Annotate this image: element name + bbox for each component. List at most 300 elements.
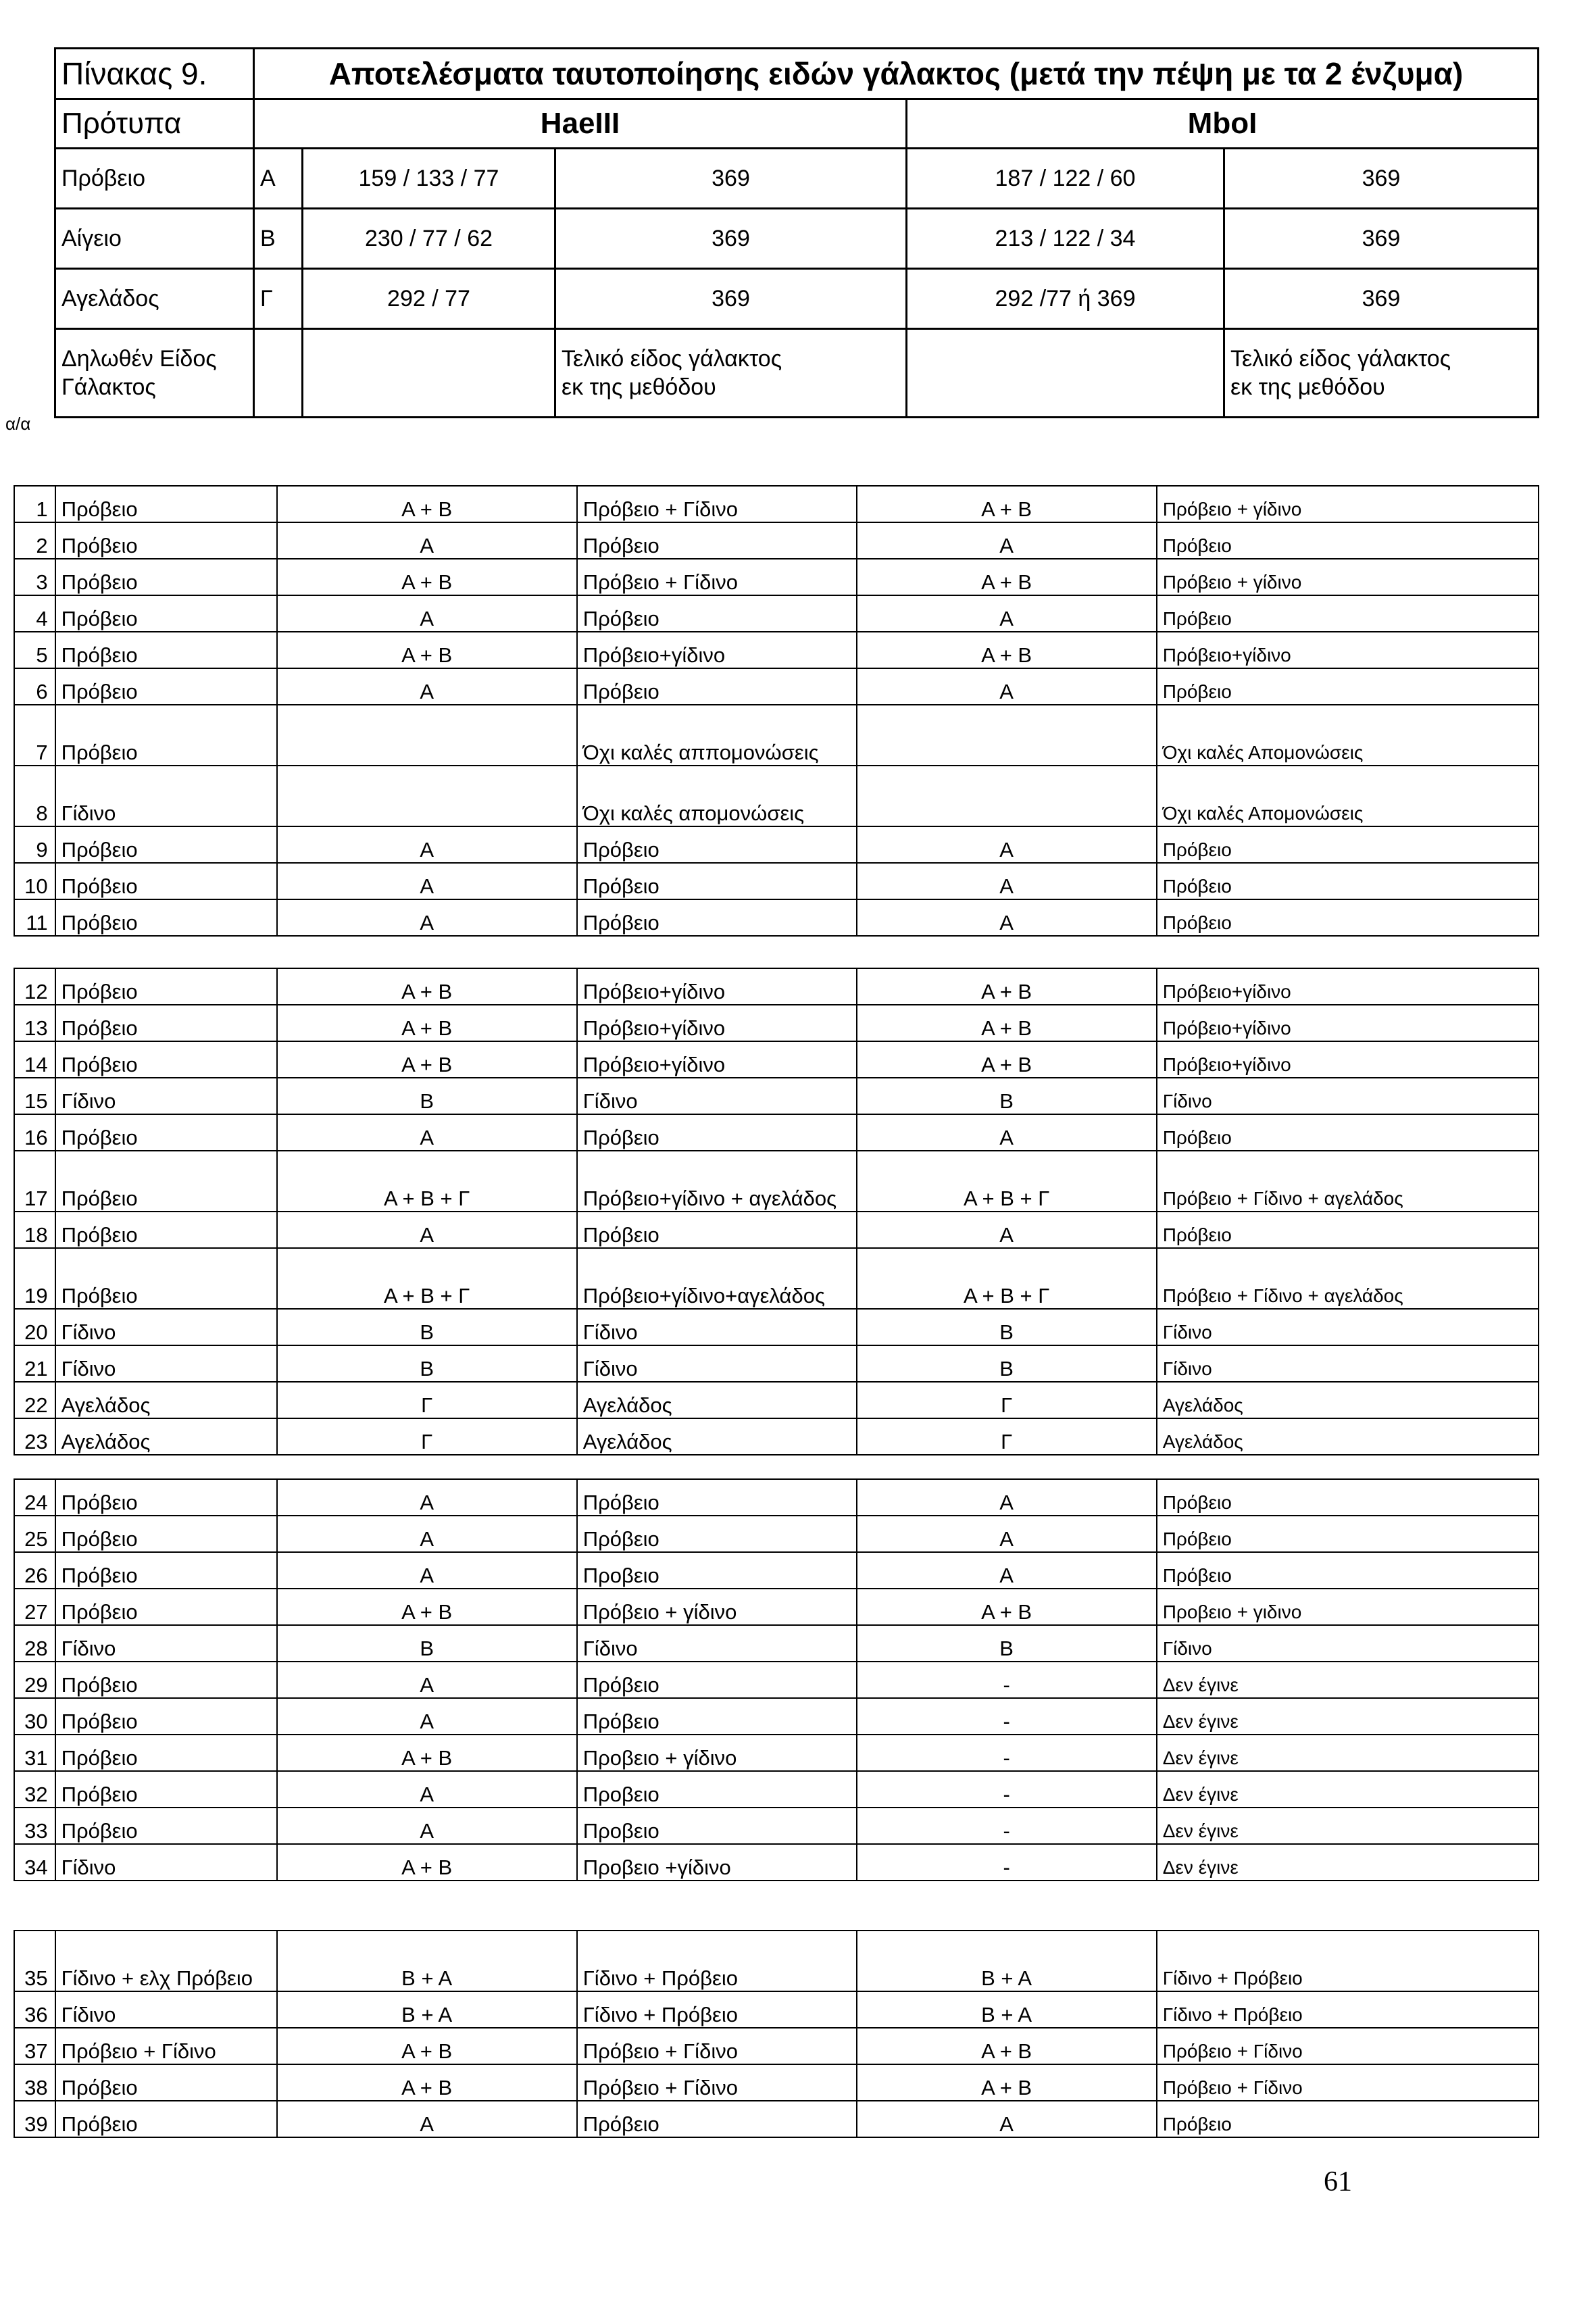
haeiii-pattern: Γ	[277, 1418, 577, 1455]
mboi-pattern: B + A	[857, 1991, 1157, 2028]
haeiii-result: Πρόβειο	[577, 1698, 857, 1735]
haeiii-result: Γίδινο + Πρόβειο	[577, 1931, 857, 1991]
haeiii-pattern: A	[277, 1479, 577, 1516]
header-table	[54, 47, 1539, 418]
samples-group-4	[14, 1930, 1539, 2138]
mboi-result: Δεν έγινε	[1157, 1662, 1539, 1698]
standard-total-mboi: 369	[1224, 269, 1539, 329]
declared-species: Πρόβειο	[55, 1808, 277, 1844]
haeiii-result: Πρόβειο + Γίδινο	[577, 2028, 857, 2064]
declared-species: Πρόβειο	[55, 2064, 277, 2101]
declared-species: Πρόβειο	[55, 1151, 277, 1212]
table-title: Αποτελέσματα ταυτοποίησης ειδών γάλακτος (μετά την πέψη με τα 2 ένζυμα)	[254, 49, 1539, 99]
mboi-pattern: B + A	[857, 1931, 1157, 1991]
serial-number-label: α/α	[5, 414, 31, 434]
haeiii-result: Προβειο + γίδινο	[577, 1735, 857, 1771]
sample-number: 5	[14, 632, 55, 668]
mboi-pattern: A + B	[857, 968, 1157, 1005]
sample-number: 10	[14, 863, 55, 899]
declared-species: Πρόβειο + Γίδινο	[55, 2028, 277, 2064]
sample-number: 15	[14, 1078, 55, 1114]
table-number: Πίνακας 9.	[55, 49, 254, 99]
sample-row	[14, 1931, 1539, 1991]
haeiii-result: Πρόβειο+γίδινο+αγελάδος	[577, 1248, 857, 1309]
haeiii-result: Πρόβειο+γίδινο	[577, 1041, 857, 1078]
final-species-header-haeiii	[555, 329, 907, 418]
final-species-label-1: Τελικό είδος γάλακτος	[562, 346, 782, 372]
mboi-pattern: A	[857, 899, 1157, 936]
sample-number: 17	[14, 1151, 55, 1212]
mboi-result: Πρόβειο	[1157, 863, 1539, 899]
empty-cell	[303, 329, 555, 418]
haeiii-pattern: A	[277, 2101, 577, 2137]
declared-species-label-2: Γάλακτος	[61, 374, 156, 400]
haeiii-result: Πρόβειο+γίδινο	[577, 632, 857, 668]
sample-number: 22	[14, 1382, 55, 1418]
mboi-result: Πρόβειο + Γίδινο	[1157, 2028, 1539, 2064]
mboi-pattern: A	[857, 2101, 1157, 2137]
mboi-result: Πρόβειο + γίδινο	[1157, 486, 1539, 522]
sample-row	[14, 522, 1539, 559]
haeiii-result: Πρόβειο + Γίδινο	[577, 2064, 857, 2101]
haeiii-pattern: A	[277, 863, 577, 899]
mboi-result: Δεν έγινε	[1157, 1808, 1539, 1844]
declared-species: Πρόβειο	[55, 1114, 277, 1151]
mboi-result: Πρόβειο+γίδινο	[1157, 1005, 1539, 1041]
declared-species: Πρόβειο	[55, 1212, 277, 1248]
sample-number: 39	[14, 2101, 55, 2137]
haeiii-pattern: A + B	[277, 1041, 577, 1078]
column-header-row	[55, 329, 1539, 418]
sample-row	[14, 1589, 1539, 1625]
declared-species-label-1: Δηλωθέν Είδος	[61, 346, 217, 372]
haeiii-pattern: B	[277, 1309, 577, 1345]
sample-row	[14, 766, 1539, 826]
standard-code: Γ	[254, 269, 303, 329]
mboi-result: Γίδινο	[1157, 1078, 1539, 1114]
haeiii-pattern: A + B	[277, 1589, 577, 1625]
declared-species: Πρόβειο	[55, 2101, 277, 2137]
mboi-pattern: A + B	[857, 559, 1157, 595]
declared-species: Γίδινο	[55, 766, 277, 826]
declared-species-header	[55, 329, 254, 418]
mboi-result: Πρόβειο	[1157, 595, 1539, 632]
sample-number: 12	[14, 968, 55, 1005]
haeiii-result: Γίδινο	[577, 1625, 857, 1662]
sample-number: 27	[14, 1589, 55, 1625]
final-species-header-mboi	[1224, 329, 1539, 418]
sample-row	[14, 1771, 1539, 1808]
declared-species: Πρόβειο	[55, 1041, 277, 1078]
declared-species: Γίδινο	[55, 1625, 277, 1662]
haeiii-pattern: A	[277, 1516, 577, 1552]
sample-number: 16	[14, 1114, 55, 1151]
standard-name: Αίγειο	[55, 209, 254, 269]
haeiii-result: Πρόβειο	[577, 522, 857, 559]
haeiii-result: Όχι καλές απομονώσεις	[577, 766, 857, 826]
declared-species: Πρόβειο	[55, 1698, 277, 1735]
mboi-result: Δεν έγινε	[1157, 1698, 1539, 1735]
standard-total-mboi: 369	[1224, 209, 1539, 269]
declared-species: Πρόβειο	[55, 559, 277, 595]
final-species-label-1: Τελικό είδος γάλακτος	[1230, 346, 1451, 372]
declared-species: Πρόβειο	[55, 826, 277, 863]
standard-fragments-mboi: 187 / 122 / 60	[907, 149, 1224, 209]
haeiii-pattern: A + B + Γ	[277, 1248, 577, 1309]
declared-species: Πρόβειο	[55, 1479, 277, 1516]
haeiii-result: Πρόβειο + Γίδινο	[577, 559, 857, 595]
mboi-pattern: A + B	[857, 1041, 1157, 1078]
declared-species: Γίδινο	[55, 1991, 277, 2028]
declared-species: Γίδινο	[55, 1078, 277, 1114]
sample-number: 20	[14, 1309, 55, 1345]
enzyme-row	[55, 99, 1539, 149]
haeiii-result: Γίδινο	[577, 1078, 857, 1114]
sample-number: 19	[14, 1248, 55, 1309]
haeiii-result: Προβειο	[577, 1771, 857, 1808]
haeiii-result: Αγελάδος	[577, 1418, 857, 1455]
haeiii-pattern: A + B	[277, 486, 577, 522]
haeiii-pattern: A	[277, 522, 577, 559]
mboi-pattern: Γ	[857, 1382, 1157, 1418]
sample-row	[14, 668, 1539, 705]
sample-row	[14, 1248, 1539, 1309]
samples-group-2	[14, 968, 1539, 1455]
mboi-result: Πρόβειο	[1157, 668, 1539, 705]
declared-species: Πρόβειο	[55, 668, 277, 705]
enzyme-mboi: MboI	[907, 99, 1539, 149]
haeiii-pattern: B + A	[277, 1931, 577, 1991]
mboi-result: Πρόβειο	[1157, 1212, 1539, 1248]
standard-row	[55, 269, 1539, 329]
sample-row	[14, 863, 1539, 899]
haeiii-result: Αγελάδος	[577, 1382, 857, 1418]
sample-number: 13	[14, 1005, 55, 1041]
mboi-pattern	[857, 705, 1157, 766]
declared-species: Πρόβειο	[55, 486, 277, 522]
declared-species: Πρόβειο	[55, 899, 277, 936]
mboi-pattern: -	[857, 1844, 1157, 1881]
haeiii-pattern: A + B	[277, 1005, 577, 1041]
sample-number: 25	[14, 1516, 55, 1552]
sample-row	[14, 1516, 1539, 1552]
sample-number: 29	[14, 1662, 55, 1698]
sample-number: 23	[14, 1418, 55, 1455]
mboi-pattern: A	[857, 826, 1157, 863]
sample-number: 9	[14, 826, 55, 863]
haeiii-result: Πρόβειο	[577, 1479, 857, 1516]
mboi-pattern: -	[857, 1735, 1157, 1771]
haeiii-result: Πρόβειο	[577, 899, 857, 936]
mboi-pattern: A	[857, 1552, 1157, 1589]
standard-row	[55, 209, 1539, 269]
declared-species: Πρόβειο	[55, 632, 277, 668]
sample-row	[14, 968, 1539, 1005]
declared-species: Πρόβειο	[55, 968, 277, 1005]
declared-species: Γίδινο + ελχ Πρόβειο	[55, 1931, 277, 1991]
mboi-pattern: A	[857, 522, 1157, 559]
mboi-pattern: A + B	[857, 486, 1157, 522]
haeiii-pattern: B	[277, 1345, 577, 1382]
enzyme-haeiii: HaeIII	[254, 99, 907, 149]
empty-cell	[254, 329, 303, 418]
sample-row	[14, 1212, 1539, 1248]
mboi-pattern: -	[857, 1698, 1157, 1735]
haeiii-result: Πρόβειο	[577, 595, 857, 632]
samples-group-3	[14, 1478, 1539, 1881]
haeiii-result: Πρόβειο+γίδινο	[577, 968, 857, 1005]
standard-fragments-mboi: 213 / 122 / 34	[907, 209, 1224, 269]
mboi-result: Γίδινο	[1157, 1625, 1539, 1662]
haeiii-pattern	[277, 705, 577, 766]
mboi-pattern: A	[857, 1114, 1157, 1151]
mboi-pattern: -	[857, 1808, 1157, 1844]
standard-total-haeiii: 369	[555, 149, 907, 209]
sample-number: 30	[14, 1698, 55, 1735]
declared-species: Πρόβειο	[55, 1248, 277, 1309]
mboi-result: Πρόβειο	[1157, 2101, 1539, 2137]
haeiii-result: Πρόβειο	[577, 1114, 857, 1151]
mboi-result: Πρόβειο	[1157, 1516, 1539, 1552]
mboi-result: Αγελάδος	[1157, 1418, 1539, 1455]
haeiii-pattern: A + B	[277, 1735, 577, 1771]
mboi-pattern: B	[857, 1345, 1157, 1382]
sample-number: 6	[14, 668, 55, 705]
haeiii-result: Πρόβειο	[577, 1516, 857, 1552]
haeiii-pattern: A	[277, 1771, 577, 1808]
haeiii-pattern: B	[277, 1625, 577, 1662]
declared-species: Πρόβειο	[55, 1516, 277, 1552]
sample-row	[14, 1844, 1539, 1881]
sample-number: 4	[14, 595, 55, 632]
title-row	[55, 49, 1539, 99]
sample-row	[14, 1005, 1539, 1041]
sample-row	[14, 1808, 1539, 1844]
haeiii-pattern: A	[277, 899, 577, 936]
final-species-label-2: εκ της μεθόδου	[1230, 374, 1385, 400]
mboi-result: Πρόβειο + Γίδινο + αγελάδος	[1157, 1248, 1539, 1309]
sample-row	[14, 632, 1539, 668]
haeiii-result: Προβειο	[577, 1808, 857, 1844]
mboi-pattern: A	[857, 595, 1157, 632]
mboi-result: Πρόβειο + γίδινο	[1157, 559, 1539, 595]
mboi-result: Πρόβειο+γίδινο	[1157, 1041, 1539, 1078]
standard-code: B	[254, 209, 303, 269]
sample-number: 31	[14, 1735, 55, 1771]
mboi-pattern: A + B	[857, 1589, 1157, 1625]
haeiii-pattern: A + B	[277, 2028, 577, 2064]
standard-code: A	[254, 149, 303, 209]
sample-number: 32	[14, 1771, 55, 1808]
haeiii-result: Πρόβειο	[577, 2101, 857, 2137]
mboi-pattern: A	[857, 1516, 1157, 1552]
declared-species: Πρόβειο	[55, 1589, 277, 1625]
haeiii-result: Γίδινο + Πρόβειο	[577, 1991, 857, 2028]
mboi-result: Πρόβειο	[1157, 899, 1539, 936]
declared-species: Πρόβειο	[55, 1771, 277, 1808]
empty-cell	[907, 329, 1224, 418]
mboi-result: Αγελάδος	[1157, 1382, 1539, 1418]
mboi-pattern: A + B	[857, 1005, 1157, 1041]
haeiii-pattern: A	[277, 1114, 577, 1151]
sample-number: 7	[14, 705, 55, 766]
sample-number: 26	[14, 1552, 55, 1589]
sample-number: 37	[14, 2028, 55, 2064]
sample-row	[14, 1418, 1539, 1455]
declared-species: Γίδινο	[55, 1309, 277, 1345]
haeiii-pattern: Γ	[277, 1382, 577, 1418]
mboi-pattern: A + B + Γ	[857, 1151, 1157, 1212]
haeiii-pattern: A	[277, 595, 577, 632]
haeiii-result: Πρόβειο + Γίδινο	[577, 486, 857, 522]
sample-row	[14, 1114, 1539, 1151]
mboi-pattern: Γ	[857, 1418, 1157, 1455]
sample-row	[14, 705, 1539, 766]
mboi-pattern: A + B	[857, 632, 1157, 668]
mboi-result: Πρόβειο + Γίδινο	[1157, 2064, 1539, 2101]
sample-row	[14, 2028, 1539, 2064]
haeiii-result: Πρόβειο + γίδινο	[577, 1589, 857, 1625]
haeiii-pattern: A + B	[277, 559, 577, 595]
sample-row	[14, 1151, 1539, 1212]
haeiii-result: Γίδινο	[577, 1345, 857, 1382]
standard-fragments-haeiii: 159 / 133 / 77	[303, 149, 555, 209]
sample-row	[14, 559, 1539, 595]
standards-label: Πρότυπα	[55, 99, 254, 149]
declared-species: Πρόβειο	[55, 1552, 277, 1589]
sample-row	[14, 1662, 1539, 1698]
mboi-result: Δεν έγινε	[1157, 1844, 1539, 1881]
mboi-pattern: B	[857, 1625, 1157, 1662]
sample-number: 8	[14, 766, 55, 826]
sample-row	[14, 1735, 1539, 1771]
haeiii-pattern: A + B + Γ	[277, 1151, 577, 1212]
sample-row	[14, 1552, 1539, 1589]
mboi-result: Γίδινο	[1157, 1309, 1539, 1345]
standard-name: Αγελάδος	[55, 269, 254, 329]
sample-row	[14, 1625, 1539, 1662]
mboi-result: Δεν έγινε	[1157, 1771, 1539, 1808]
mboi-result: Προβειο + γιδινο	[1157, 1589, 1539, 1625]
sample-number: 1	[14, 486, 55, 522]
standard-fragments-haeiii: 230 / 77 / 62	[303, 209, 555, 269]
declared-species: Πρόβειο	[55, 522, 277, 559]
mboi-result: Πρόβειο	[1157, 1114, 1539, 1151]
haeiii-pattern: A + B	[277, 1844, 577, 1881]
haeiii-pattern: A	[277, 1212, 577, 1248]
mboi-pattern: -	[857, 1662, 1157, 1698]
declared-species: Αγελάδος	[55, 1382, 277, 1418]
declared-species: Αγελάδος	[55, 1418, 277, 1455]
sample-row	[14, 486, 1539, 522]
mboi-result: Δεν έγινε	[1157, 1735, 1539, 1771]
haeiii-result: Πρόβειο+γίδινο	[577, 1005, 857, 1041]
mboi-result: Πρόβειο	[1157, 1552, 1539, 1589]
mboi-result: Γίδινο	[1157, 1345, 1539, 1382]
sample-number: 36	[14, 1991, 55, 2028]
sample-row	[14, 1479, 1539, 1516]
declared-species: Πρόβειο	[55, 1005, 277, 1041]
mboi-pattern: A + B + Γ	[857, 1248, 1157, 1309]
sample-number: 38	[14, 2064, 55, 2101]
haeiii-result: Πρόβειο	[577, 1662, 857, 1698]
haeiii-result: Γίδινο	[577, 1309, 857, 1345]
declared-species: Πρόβειο	[55, 863, 277, 899]
haeiii-pattern: B + A	[277, 1991, 577, 2028]
standard-total-haeiii: 369	[555, 209, 907, 269]
samples-group-1	[14, 485, 1539, 937]
haeiii-pattern: A + B	[277, 2064, 577, 2101]
mboi-pattern: A	[857, 863, 1157, 899]
sample-number: 34	[14, 1844, 55, 1881]
sample-number: 35	[14, 1931, 55, 1991]
haeiii-result: Πρόβειο	[577, 1212, 857, 1248]
haeiii-pattern: A	[277, 668, 577, 705]
mboi-pattern	[857, 766, 1157, 826]
haeiii-pattern: A	[277, 1698, 577, 1735]
sample-row	[14, 826, 1539, 863]
sample-number: 18	[14, 1212, 55, 1248]
mboi-result: Όχι καλές Απομονώσεις	[1157, 705, 1539, 766]
haeiii-result: Πρόβειο	[577, 668, 857, 705]
mboi-result: Πρόβειο	[1157, 522, 1539, 559]
mboi-result: Πρόβειο+γίδινο	[1157, 632, 1539, 668]
haeiii-pattern: A	[277, 1808, 577, 1844]
sample-number: 24	[14, 1479, 55, 1516]
sample-row	[14, 1698, 1539, 1735]
sample-number: 11	[14, 899, 55, 936]
sample-number: 33	[14, 1808, 55, 1844]
sample-number: 28	[14, 1625, 55, 1662]
standard-total-mboi: 369	[1224, 149, 1539, 209]
haeiii-result: Όχι καλές αππομονώσεις	[577, 705, 857, 766]
haeiii-result: Πρόβειο	[577, 863, 857, 899]
sample-row	[14, 1382, 1539, 1418]
mboi-result: Γίδινο + Πρόβειο	[1157, 1931, 1539, 1991]
declared-species: Γίδινο	[55, 1844, 277, 1881]
declared-species: Πρόβειο	[55, 1735, 277, 1771]
standard-row	[55, 149, 1539, 209]
declared-species: Γίδινο	[55, 1345, 277, 1382]
mboi-result: Πρόβειο+γίδινο	[1157, 968, 1539, 1005]
haeiii-result: Πρόβειο	[577, 826, 857, 863]
standard-total-haeiii: 369	[555, 269, 907, 329]
standard-name: Πρόβειο	[55, 149, 254, 209]
mboi-pattern: A + B	[857, 2064, 1157, 2101]
standard-fragments-haeiii: 292 / 77	[303, 269, 555, 329]
mboi-pattern: B	[857, 1309, 1157, 1345]
declared-species: Πρόβειο	[55, 705, 277, 766]
haeiii-pattern	[277, 766, 577, 826]
sample-number: 14	[14, 1041, 55, 1078]
declared-species: Πρόβειο	[55, 595, 277, 632]
haeiii-pattern: A	[277, 826, 577, 863]
sample-row	[14, 1078, 1539, 1114]
haeiii-pattern: A	[277, 1662, 577, 1698]
sample-row	[14, 2101, 1539, 2137]
mboi-result: Πρόβειο	[1157, 1479, 1539, 1516]
mboi-pattern: A	[857, 668, 1157, 705]
page-number: 61	[1324, 2166, 1352, 2197]
mboi-result: Γίδινο + Πρόβειο	[1157, 1991, 1539, 2028]
mboi-result: Πρόβειο + Γίδινο + αγελάδος	[1157, 1151, 1539, 1212]
sample-row	[14, 595, 1539, 632]
sample-row	[14, 2064, 1539, 2101]
sample-number: 2	[14, 522, 55, 559]
haeiii-result: Προβειο	[577, 1552, 857, 1589]
mboi-result: Όχι καλές Απομονώσεις	[1157, 766, 1539, 826]
standard-fragments-mboi: 292 /77 ή 369	[907, 269, 1224, 329]
